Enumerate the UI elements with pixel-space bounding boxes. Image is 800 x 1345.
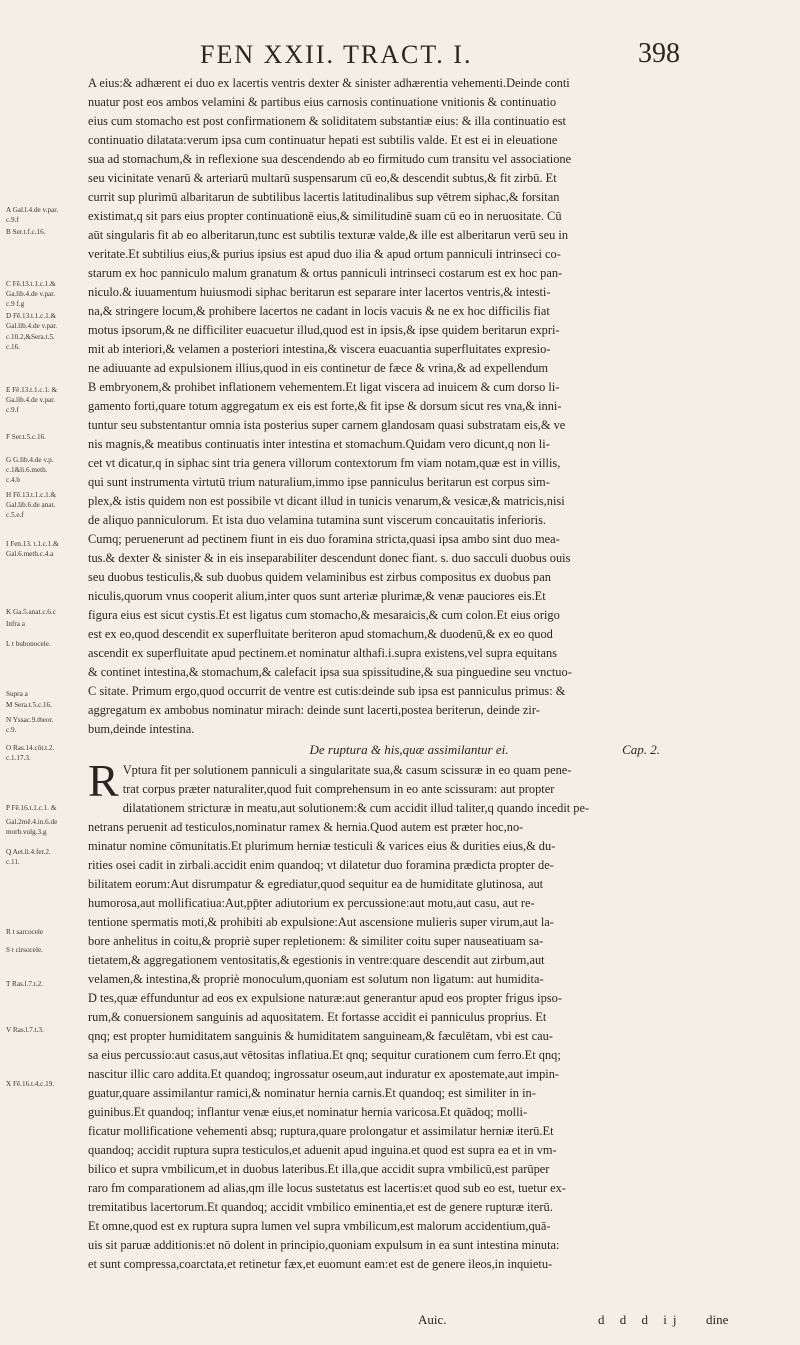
margin-note: F Ser.t.5.c.16. [6, 433, 46, 441]
text-line: existimat,q sit pars eius propter continuationē eius,& similitudinē suam cū eo in neruositate. Cū [88, 209, 562, 223]
text-line: quandoq; accidit ruptura supra testiculos,et aduenit apud inguina.et quod est supra ea et in vm- [88, 1143, 557, 1157]
text-line: gamento forti,quare totum aggregatum ex eis est forte,& fit ipse & dorsum sicut res vna,& inni- [88, 399, 562, 413]
text-line: sa eius percussio:aut casus,aut vētositas inflatiua.Et qnq; sequitur curationem cum ferro.Et qnq; [88, 1048, 561, 1062]
chapter-number: Cap. 2. [622, 742, 660, 757]
margin-note: Ga.lib.4.de v.par. [6, 396, 56, 404]
margin-note: Gal.lib.4.de v.par. [6, 322, 58, 330]
margin-note: K Ga.5.anat.c.6.c [6, 608, 56, 616]
text-line: niculis,quorum vnus cooperit alium,inter quos sunt arteriæ plurimæ,& venæ pauciores eis.Et [88, 589, 546, 603]
text-line: raro fm comparationem ad alias,qm ille locus sustetatus est lacertis:et quod sub eo est, tuetur ex- [88, 1181, 566, 1195]
margin-note: O Ras.14.cōt.t.2. [6, 744, 55, 752]
margin-note: c.10.2,&Sera.t.5. [6, 333, 55, 341]
chapter-title: De ruptura & his,quæ assimilantur ei. [309, 742, 509, 757]
margin-note: Infra a [6, 620, 25, 628]
margin-note: c.16. [6, 343, 20, 351]
margin-note: H Fē.13.t.1.c.1.& [6, 491, 57, 499]
text-line: seu vicinitate venarū & arteriarū multarū suspensarum cū eo,& descendit subtus,& fit zirbū. Et [88, 171, 557, 185]
text-line: veritate.Et subtilius eius,& purius ipsius est apud duo ilia & apud ortum panniculi intrinseci co- [88, 247, 561, 261]
margin-note: T Ras.l.7.t.2. [6, 980, 44, 988]
text-line: figura eius est sicut cystis.Et est ligatus cum stomacho,& mesaraicis,& cum colon.Et eius origo [88, 608, 560, 622]
running-head [200, 40, 680, 70]
margin-note: c.4.b [6, 476, 20, 484]
text-line: nuatur post eos ambos velamini & partibus eius carnosis continuatione vnitionis & continuatio [88, 95, 557, 109]
text-line: plex,& istis quidem non est possibile vt dicant illud in tunicis venarum,& vesicæ,& matricis,nisi [88, 494, 565, 508]
text-line: starum ex hoc panniculo malum granatum & ortus panniculi intrinseci costarum est ex hoc pan- [88, 266, 563, 280]
margin-note: c.1&li.6.meth. [6, 466, 48, 474]
text-line: guinibus.Et quandoq; inflantur venæ eius,et nominatur hernia varicosa.Et quādoq; molli- [88, 1105, 528, 1119]
margin-note: C Fē.13.t.1.c.1.& [6, 280, 56, 288]
margin-note: Q Aet.li.4.fer.2. [6, 848, 51, 856]
text-line: rum,& conuersionem sanguinis ad aquositatem. Et fortasse accidit ei panniculus proprius. Et [88, 1010, 547, 1024]
margin-note: S t cirsocele. [6, 946, 43, 954]
text-line: eius cum stomacho est post confirmationem & soliditatem substantiæ eius: & illa continuatio est [88, 114, 567, 128]
margin-note: morb.vulg.3.g [6, 828, 47, 836]
margin-note: c.11. [6, 858, 20, 866]
text-line: & continet intestina,& stomachum,& calefacit ipsa sua spissitudine,& sua pinguedine seu vnctuo- [88, 665, 572, 679]
catchword: Auic. [418, 1312, 447, 1327]
drop-capital: R [88, 755, 119, 806]
text-line: aggregatum ex ambobus nominatur mirach: deinde sunt lacerti,postea beriterun, deinde zir- [88, 703, 540, 717]
text-line: aūt singularis fit ab eo alberitarun,tunc est subtilis texturæ valde,& ille est alberitarun verū seu in [88, 228, 569, 242]
text-line: niculo.& iuuamentum huiusmodi siphac beritarun est separare inter lacertos ventris,& intesti- [88, 285, 551, 299]
folio-number: 398 [638, 38, 680, 69]
text-line: A eius:& adhærent ei duo ex lacertis ventris dexter & sinister adhærentia vehementi.Deinde conti [88, 76, 570, 90]
text-line: tuntur seu substentantur omnia ista posterius super carnem glandosam quasi substratam eis,& ve [88, 418, 566, 432]
text-line: bum,deinde intestina. [88, 722, 195, 736]
text-line: tus.& dexter & sinister & in eis inseparabiliter descendunt donec fiant. s. duo sacculi duobus ouis [88, 551, 571, 565]
text-line: tremitatibus lacertorum.Et quandoq; accidit vmbilico eminentia,et est de genere rupturæ iterū. [88, 1200, 553, 1214]
margin-note: c.5.e.f [6, 511, 24, 519]
margin-note: c.9.f [6, 216, 19, 224]
text-line: Et omne,quod est ex ruptura supra lumen vel supra vmbilicum,est malorum accidentium,quā- [88, 1219, 551, 1233]
next-page-catchword: dine [706, 1312, 729, 1327]
text-line: nascitur illic caro addita.Et quandoq; ingrossatur oseum,aut induratur ex apostemate,aut impin- [88, 1067, 560, 1081]
text-line: ascendit ex superfluitate apud pectinem.et nominatur althafi.i.supra existens,vel supra equitans [88, 646, 557, 660]
text-line: ne adiuuante ad expulsionem illius,quod in eis continetur de fæce & vrina,& ad expellendum [88, 361, 549, 375]
margin-note: Gal.lib.6.de anat. [6, 501, 56, 509]
margin-note: L t bubonocele. [6, 640, 51, 648]
text-block-ruptura [88, 755, 730, 1274]
margin-note: Ga.lib.4.de v.par. [6, 290, 56, 298]
text-line: tentione spermatis moti,& prohibiti ab expulsione:Aut ascensione mulieris super virum,aut la- [88, 915, 554, 929]
margin-note: M Sera.t.5.c.16. [6, 701, 52, 709]
text-line: B embryonem,& prohibet inflationem vehementem.Et ligat viscera ad inuicem & cum dorso li- [88, 380, 560, 394]
margin-note: I Fen.13. t.1.c.1.& [6, 540, 59, 548]
margin-note: G G.lib.4.de v.p. [6, 456, 54, 464]
margin-note: P Fē.16.t.1.c.1. & [6, 804, 57, 812]
margin-note: X Fē.16.t.4.c.19. [6, 1080, 55, 1088]
chapter-heading [88, 739, 730, 761]
text-line: minatur nomine cōmunitatis.Et plurimum herniæ testiculi & varices eius & durities eius,& du- [88, 839, 556, 853]
text-line: humorosa,aut mollificatiua:Aut,pp̄ter adiutorium ex percussione:aut motu,aut casu, aut re- [88, 896, 535, 910]
text-line: est ex eo,quod descendit ex superfluitate beriteron apud stomachum,& duodenū,& ex eo quod [88, 627, 553, 641]
margin-note: c.1.17.3. [6, 754, 31, 762]
text-line: cet vt dicatur,q in siphac sint tria genera villorum contextorum fm viam notam,quæ est in villis, [88, 456, 561, 470]
text-line: et sunt compressa,coarctata,et retinetur fæx,et euomunt eam:et est de genere ileos,in inquietu- [88, 1257, 553, 1271]
margin-note: c.9. [6, 726, 17, 734]
text-line: continuatio dilatata:verum ipsa cum continuatur hepati est subtilis valde. Et est ei in eleuatione [88, 133, 558, 147]
margin-note: V Ras.l.7.t.3. [6, 1026, 44, 1034]
text-line: dilatationem stricturæ in meatu,aut solutionem:& cum accidit illud taliter,q quando incedit pe- [122, 801, 590, 815]
text-line: nis magnis,& meatibus continuatis inter intestina et stomachum.Quidam vero dicunt,q non li- [88, 437, 550, 451]
margin-note: c.9 f.g [6, 300, 25, 308]
running-title: FEN XXII. TRACT. I. [200, 40, 473, 69]
margin-note: N Yssac.9.theor. [6, 716, 54, 724]
text-line: de aliquo panniculorum. Et ista duo velamina tutamina sunt viscerum concauitatis inferioris. [88, 513, 546, 527]
margin-note: E Fē.13.t.1.c.1. & [6, 386, 58, 394]
text-line: rities osei cadit in zirbali.accidit enim quandoq; vt dilatetur duo foramina prædicta propter de- [88, 858, 554, 872]
text-line: qui sunt instrumenta virtutū trium naturalium,immo ipse panniculus beritarun est corpus sim- [88, 475, 550, 489]
text-line: motus ipsorum,& ne difficiliter euacuetur illud,quod est in ipsis,& ipse quidem beritarun expri- [88, 323, 560, 337]
margin-note: B Ser.t.f.c.16. [6, 228, 46, 236]
text-line: bilitatem eorum:Aut disrumpatur & egrediatur,quod sequitur ea de humiditate glutinosa, aut [88, 877, 544, 891]
text-line: sua ad stomachum,& in reflexione sua descendendo ab eo firmitudo cum transitu vel associatione [88, 152, 572, 166]
margin-note: R t sarcocele [6, 928, 44, 936]
text-line: D tes,quæ effunduntur ad eos ex expulsione naturæ:aut generantur apud eos propter frigus ipso- [88, 991, 562, 1005]
text-line: velamen,& intestina,& propriè monoculum,quoniam est solutum non ligatum: aut humidita- [88, 972, 544, 986]
margin-note: Supra a [6, 690, 28, 698]
margin-note: Gal.2mē.4.in.6.de [6, 818, 58, 826]
text-line: currit sup plurimū albaritarun de subtilibus lacertis latitudinalibus sup vētrem siphac,& forsitan [88, 190, 560, 204]
text-line: na,& stringere locum,& prohibere lacertos ne cadant in locis vacuis & ne ex hoc difficilis fiat [88, 304, 550, 318]
text-line: uis sit paruæ additionis:et nō dolent in principio,quoniam expulsum in ea sunt intestina minuta: [88, 1238, 560, 1252]
text-line: C sitate. Primum ergo,quod occurrit de ventre est cutis:deinde sub ipsa est panniculus primus: & [88, 684, 566, 698]
text-line: Vptura fit per solutionem panniculi a singularitate sua,& casum scissuræ in eo quam pene- [122, 763, 572, 777]
main-text [88, 74, 730, 1274]
margin-note: Gal.6.meth.c.4.a [6, 550, 54, 558]
margin-note: A Gal.l.4.de v.par. [6, 206, 59, 214]
text-line: tietatem,& aggregationem ventositatis,& egestionis in ventre:quare descendit aut zirbum,aut [88, 953, 545, 967]
margin-note: c.9.f [6, 406, 19, 414]
text-line: guatur,quare assimilantur ramici,& nominatur hernia carnis.Et quandoq; est similiter in in- [88, 1086, 536, 1100]
text-block-anatomy [88, 74, 730, 739]
margin-note: D Fē.13.t.1.c.1.& [6, 312, 57, 320]
text-line: Cumq; peruenerunt ad pectinem fiunt in eis duo foramina stricta,quasi ipsa ambo sint duo mea- [88, 532, 560, 546]
text-line: netrans peruenit ad testiculos,nominatur ramex & hernia.Quod autem est præter hoc,no- [88, 820, 524, 834]
signature-mark: d d d ij [598, 1312, 683, 1327]
text-line: mit ab interiori,& velamen a posteriori intestina,& viscera euacuantia superfluitates expresio- [88, 342, 551, 356]
text-line: bilico et supra vmbilicum,et in duobus lateribus.Et illa,que accidit supra vmbilicū,est parūper [88, 1162, 550, 1176]
text-line: seu duobus testiculis,& sub duobus quidem velaminibus est zirbus compositus ex duobus pan [88, 570, 551, 584]
text-line: bore anhelitus in coitu,& propriè super repletionem: & similiter coitu super nauseatiuam sa- [88, 934, 544, 948]
text-line: qnq; est propter humiditatem sanguinis & humiditatem sanguineam,& fæculētam, vbi est cau- [88, 1029, 553, 1043]
text-line: trat corpus præter naturaliter,quod fuit comprehensum in eo ante scissuram: aut propter [122, 782, 555, 796]
text-line: ficatur mollificatione vehementi absq; ruptura,quare prolongatur et assimilatur herniæ iterū.Et [88, 1124, 554, 1138]
